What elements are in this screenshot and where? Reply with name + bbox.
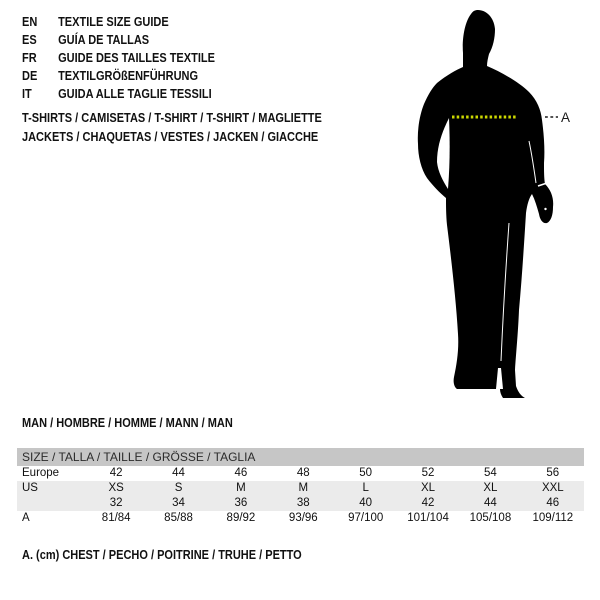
language-code: DE	[22, 69, 38, 83]
language-legend	[22, 13, 241, 103]
table-row-europe	[17, 466, 584, 481]
size-cell: 93/96	[288, 512, 318, 524]
size-cell: 40	[359, 497, 373, 509]
size-cell: 56	[546, 467, 560, 479]
language-label: GUÍA DE TALLAS	[58, 33, 150, 47]
size-table	[17, 448, 584, 526]
size-cell: XL	[483, 482, 498, 494]
language-row-fr	[22, 49, 215, 67]
size-cell: L	[362, 482, 369, 494]
language-code: IT	[22, 87, 32, 101]
man-silhouette-figure	[405, 5, 570, 405]
size-cell: 54	[484, 467, 497, 479]
size-cell: 109/112	[532, 512, 574, 524]
size-cell: 101/104	[407, 512, 449, 524]
size-cell: 89/92	[226, 512, 256, 524]
language-row-en	[22, 13, 215, 31]
garment-categories	[22, 109, 363, 147]
size-cell: M	[298, 482, 309, 494]
hand-highlight	[544, 208, 546, 210]
language-row-de	[22, 67, 215, 85]
language-label: TEXTILE SIZE GUIDE	[58, 15, 169, 29]
size-cell: 42	[421, 497, 435, 509]
size-table-header: SIZE / TALLA / TAILLE / GRÖSSE / TAGLIA	[17, 448, 584, 466]
size-cell: 105/108	[469, 512, 512, 524]
size-cell: 34	[172, 497, 185, 509]
language-code: ES	[22, 33, 37, 47]
size-cell: 44	[484, 497, 497, 509]
measurement-label-a: A	[561, 110, 570, 125]
language-row-es	[22, 31, 215, 49]
size-cell: XS	[108, 482, 124, 494]
size-cell: M	[236, 482, 246, 494]
size-cell: 85/88	[164, 512, 193, 524]
size-cell: 46	[234, 467, 248, 479]
language-label: GUIDE DES TAILLES TEXTILE	[58, 51, 215, 65]
size-cell: XXL	[541, 482, 564, 494]
size-cell: 36	[234, 497, 248, 509]
language-code: EN	[22, 15, 38, 29]
row-label: US	[22, 482, 38, 494]
size-cell: 97/100	[348, 512, 384, 524]
category-tshirts: T-SHIRTS / CAMISETAS / T-SHIRT / T-SHIRT / MAGLIETTE	[22, 111, 322, 125]
size-cell: 81/84	[101, 512, 131, 524]
size-cell: 50	[359, 467, 373, 479]
measurement-footnote: A. (cm) CHEST / PECHO / POITRINE / TRUHE / PETTO	[22, 548, 302, 562]
language-label: GUIDA ALLE TAGLIE TESSILI	[58, 87, 212, 101]
size-cell: 46	[546, 497, 560, 509]
size-cell: 42	[109, 467, 123, 479]
table-row-us-numeric	[17, 496, 584, 511]
size-cell: 32	[109, 497, 123, 509]
size-cell: XL	[421, 482, 436, 494]
row-label	[17, 496, 85, 511]
size-cell: 44	[172, 467, 185, 479]
size-cell: 48	[296, 467, 310, 479]
size-cell: S	[174, 482, 183, 494]
row-label: A	[22, 512, 30, 524]
category-jackets: JACKETS / CHAQUETAS / VESTES / JACKEN / GIACCHE	[22, 130, 319, 144]
language-row-it	[22, 85, 215, 103]
language-code: FR	[22, 51, 37, 65]
section-heading-man: MAN / HOMBRE / HOMME / MANN / MAN	[22, 416, 233, 430]
man-silhouette	[418, 10, 553, 398]
table-row-us	[17, 481, 584, 496]
row-label: Europe	[22, 467, 60, 479]
size-cell: 38	[296, 497, 310, 509]
language-label: TEXTILGRÖßENFÜHRUNG	[58, 69, 199, 83]
size-cell: 52	[421, 467, 435, 479]
table-row-chest-a	[17, 511, 584, 526]
